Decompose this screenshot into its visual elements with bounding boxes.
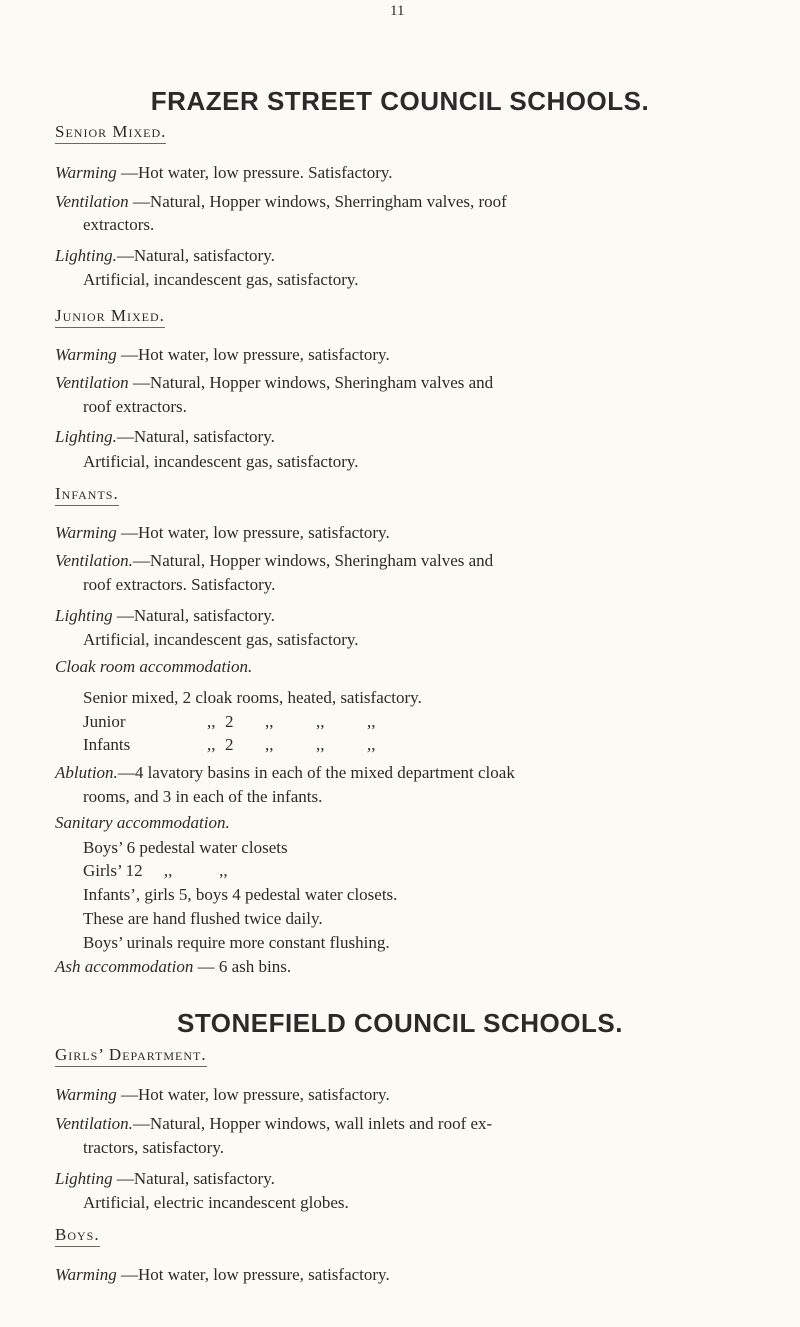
- boys-warming-label: Warming: [55, 1265, 117, 1284]
- cloak-row: Infants ,, 2 ,, ,, ,,: [83, 735, 376, 754]
- girls-warming: [55, 1085, 390, 1105]
- boys-warming-text: —Hot water, low pressure, satisfactory.: [116, 1265, 390, 1284]
- infants-ventilation-label: Ventilation.: [55, 551, 133, 570]
- senior-warming-text: —Hot water, low pressure. Satisfactory.: [116, 163, 393, 182]
- girls-heading: Girls’ Department.: [55, 1045, 207, 1067]
- boys-heading: Boys.: [55, 1225, 100, 1247]
- stonefield-title: STONEFIELD COUNCIL SCHOOLS.: [177, 1008, 623, 1038]
- junior-warming-label: Warming: [55, 345, 117, 364]
- page-number: 11: [390, 3, 405, 19]
- senior-lighting-text: —Natural, satisfactory.: [116, 246, 275, 265]
- ablution-cont: rooms, and 3 in each of the infants.: [83, 787, 323, 806]
- girls-ventilation-label: Ventilation.: [55, 1114, 133, 1133]
- cloak-row: Junior ,, 2 ,, ,, ,,: [83, 712, 376, 731]
- girls-lighting: [55, 1169, 275, 1189]
- ablution: [55, 763, 515, 783]
- senior-lighting: [55, 246, 275, 266]
- girls-lighting-artificial: Artificial, electric incandescent globes.: [83, 1193, 349, 1212]
- senior-warming-label: Warming: [55, 163, 117, 182]
- infants-warming: [55, 523, 390, 543]
- girls-warming-label: Warming: [55, 1085, 117, 1104]
- infants-warming-label: Warming: [55, 523, 117, 542]
- girls-warming-text: —Hot water, low pressure, satisfactory.: [116, 1085, 390, 1104]
- infants-lighting: [55, 606, 275, 626]
- junior-ventilation: [55, 373, 493, 393]
- junior-lighting: [55, 427, 275, 447]
- junior-ventilation-cont: roof extractors.: [83, 397, 187, 416]
- girls-ventilation: [55, 1114, 492, 1134]
- junior-warming-text: —Hot water, low pressure, satisfactory.: [116, 345, 390, 364]
- junior-lighting-text: —Natural, satisfactory.: [116, 427, 275, 446]
- boys-warming: [55, 1265, 390, 1285]
- girls-ventilation-text: —Natural, Hopper windows, wall inlets and roof ex-: [132, 1114, 493, 1133]
- sanitary-flushed: These are hand flushed twice daily.: [83, 909, 323, 928]
- cloak-row-text: Senior mixed, 2 cloak rooms, heated, satisfactory.: [83, 688, 422, 707]
- ash-label: Ash accommodation: [55, 957, 194, 976]
- senior-ventilation-label: Ventilation: [55, 192, 129, 211]
- infants-lighting-text: —Natural, satisfactory.: [112, 606, 275, 625]
- sanitary-urinals: Boys’ urinals require more constant flushing.: [83, 933, 390, 952]
- infants-ventilation-cont: roof extractors. Satisfactory.: [83, 575, 276, 594]
- infants-ventilation-text: —Natural, Hopper windows, Sheringham valves and: [132, 551, 494, 570]
- sanitary-infants: Infants’, girls 5, boys 4 pedestal water closets.: [83, 885, 398, 904]
- senior-lighting-artificial: Artificial, incandescent gas, satisfactory.: [83, 270, 359, 289]
- senior-ventilation-text: —Natural, Hopper windows, Sherringham valves, roof: [128, 192, 507, 211]
- junior-heading: Junior Mixed.: [55, 306, 165, 328]
- infants-lighting-artificial: Artificial, incandescent gas, satisfactory.: [83, 630, 359, 649]
- junior-lighting-artificial: Artificial, incandescent gas, satisfactory.: [83, 452, 359, 471]
- senior-lighting-label: Lighting.: [55, 246, 117, 265]
- cloak-row: [83, 688, 422, 708]
- frazer-title: FRAZER STREET COUNCIL SCHOOLS.: [150, 86, 650, 116]
- senior-ventilation-cont: extractors.: [83, 215, 155, 234]
- infants-lighting-label: Lighting: [55, 606, 113, 625]
- junior-lighting-label: Lighting.: [55, 427, 117, 446]
- infants-warming-text: —Hot water, low pressure, satisfactory.: [116, 523, 390, 542]
- girls-lighting-label: Lighting: [55, 1169, 113, 1188]
- sanitary-girls: Girls’ 12 ,, ,,: [83, 861, 228, 880]
- ash: [55, 957, 291, 977]
- girls-lighting-text: —Natural, satisfactory.: [112, 1169, 275, 1188]
- junior-ventilation-text: —Natural, Hopper windows, Sheringham valves and: [128, 373, 494, 392]
- sanitary-boys: Boys’ 6 pedestal water closets: [83, 838, 288, 857]
- junior-warming: [55, 345, 390, 365]
- ablution-text: —4 lavatory basins in each of the mixed department cloak: [117, 763, 515, 782]
- senior-heading: Senior Mixed.: [55, 122, 166, 144]
- infants-heading: Infants.: [55, 484, 119, 506]
- senior-warming: [55, 163, 393, 183]
- cloak-label: Cloak room accommodation.: [55, 657, 253, 676]
- sanitary-label: Sanitary accommodation.: [55, 813, 230, 832]
- infants-ventilation: [55, 551, 493, 571]
- ash-text: — 6 ash bins.: [193, 957, 292, 976]
- ablution-label: Ablution.: [55, 763, 118, 782]
- girls-ventilation-cont: tractors, satisfactory.: [83, 1138, 224, 1157]
- senior-ventilation: [55, 192, 507, 212]
- junior-ventilation-label: Ventilation: [55, 373, 129, 392]
